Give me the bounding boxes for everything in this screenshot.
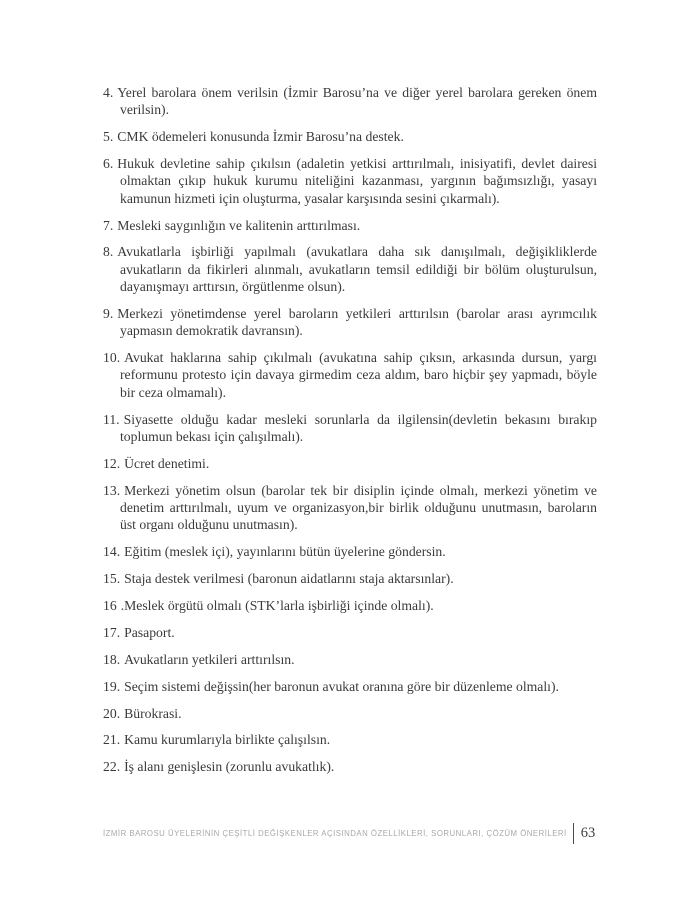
list-item — [103, 543, 597, 560]
item-number: 19. — [103, 678, 121, 694]
item-text: Siyasette olduğu kadar mesleki sorunlarla da ilgilensin(devletin bekasını bırakıp toplumun bekası için çalışılmalı). — [120, 411, 597, 444]
list-item — [103, 84, 597, 119]
item-number: 21. — [103, 732, 121, 748]
item-text: CMK ödemeleri konusunda İzmir Barosu’na destek. — [117, 129, 404, 145]
numbered-list — [103, 84, 597, 776]
list-item — [103, 651, 597, 668]
item-text: Hukuk devletine sahip çıkılsın (adaletin yetkisi arttırılmalı, inisiyatifi, devlet dairesi olmaktan çıkıp hukuk kurumu niteliğini kazanması, yargının bağımsızlığı, yasayı kamunun hizmeti için oluşturma, yasalar karşısında sesini çıkarmalı). — [117, 156, 597, 206]
item-number: 6. — [103, 156, 114, 172]
item-number: 12. — [103, 455, 121, 471]
item-number: 8. — [103, 244, 114, 260]
item-number: 5. — [103, 129, 114, 145]
item-text: İş alanı genişlesin (zorunlu avukatlık). — [124, 759, 335, 775]
list-item — [103, 128, 597, 145]
list-item — [103, 455, 597, 472]
list-item — [103, 411, 597, 446]
list-item — [103, 624, 597, 641]
item-text: Bürokrasi. — [124, 705, 182, 721]
running-footer-title: İZMİR BAROSU ÜYELERİNİN ÇEŞİTLİ DEĞİŞKENLER AÇISINDAN ÖZELLİKLERİ, SORUNLARI, ÇÖZÜM ÖNERİLERİ — [103, 828, 567, 838]
list-item — [103, 705, 597, 722]
item-number: 15. — [103, 571, 121, 587]
item-number: 4. — [103, 85, 114, 100]
item-number: 14. — [103, 544, 121, 560]
item-text: Pasaport. — [124, 624, 175, 640]
item-number: 13. — [103, 482, 121, 498]
item-text: Merkezi yönetimdense yerel baroların yetkileri arttırılsın (barolar arası ayrımcılık yapmasın demokratik davransın). — [117, 305, 597, 339]
list-item — [103, 217, 597, 234]
item-text: .Meslek örgütü olmalı (STK’larla işbirliği içinde olmalı). — [120, 597, 434, 613]
item-number: 20. — [103, 705, 121, 721]
item-number: 16 — [103, 597, 117, 613]
item-text: Yerel barolara önem verilsin (İzmir Barosu’na ve diğer yerel barolara gereken önem verilsin). — [117, 85, 597, 118]
list-item — [103, 758, 597, 775]
item-text: Avukat haklarına sahip çıkılmalı (avukatına sahip çıksın, arkasında dursun, yargı reformunu protesto için davaya girmedim ceza aldım, baro hiçbir şey yapmadı, böyle bir ceza olmamalı). — [120, 350, 597, 400]
page-footer — [103, 823, 595, 844]
page-number: 63 — [580, 824, 596, 841]
item-text: Eğitim (meslek içi), yayınlarını bütün üyelerine göndersin. — [124, 544, 446, 560]
list-item — [103, 155, 597, 207]
list-item — [103, 349, 597, 401]
list-item — [103, 243, 597, 295]
item-text: Seçim sistemi değişsin(her baronun avukat oranına göre bir düzenleme olmalı). — [124, 678, 559, 694]
list-item — [103, 731, 597, 748]
item-text: Staja destek verilmesi (baronun aidatlarını staja aktarsınlar). — [124, 571, 454, 587]
item-number: 10. — [103, 350, 121, 366]
list-item — [103, 678, 597, 695]
item-text: Merkezi yönetim olsun (barolar tek bir disiplin içinde olmalı, merkezi yönetim ve denetim arttırılmalı, uyum ve organizasyon,bir birlik olduğunu unutmasın, baroların üst organı olduğunu unutmasın). — [120, 482, 597, 533]
item-text: Mesleki saygınlığın ve kalitenin arttırılması. — [117, 217, 361, 233]
list-item — [103, 570, 597, 587]
item-number: 17. — [103, 624, 121, 640]
item-number: 18. — [103, 651, 121, 667]
item-text: Avukatlarla işbirliği yapılmalı (avukatlara daha sık danışılmalı, değişikliklerde avukatların da fikirleri alınmalı, avukatların temsil edildiği bir bölüm oluşturulsun, dayanışmayı arttırsın, örgütlenme olsun). — [117, 244, 597, 295]
footer-divider — [573, 823, 574, 844]
item-number: 22. — [103, 759, 121, 775]
item-text: Avukatların yetkileri arttırılsın. — [124, 651, 295, 667]
item-number: 7. — [103, 217, 114, 233]
list-item — [103, 305, 597, 340]
item-text: Ücret denetimi. — [124, 455, 210, 471]
list-item — [103, 482, 597, 534]
item-text: Kamu kurumlarıyla birlikte çalışılsın. — [124, 732, 331, 748]
item-number: 9. — [103, 305, 114, 321]
list-item — [103, 597, 597, 614]
item-number: 11. — [103, 411, 120, 427]
